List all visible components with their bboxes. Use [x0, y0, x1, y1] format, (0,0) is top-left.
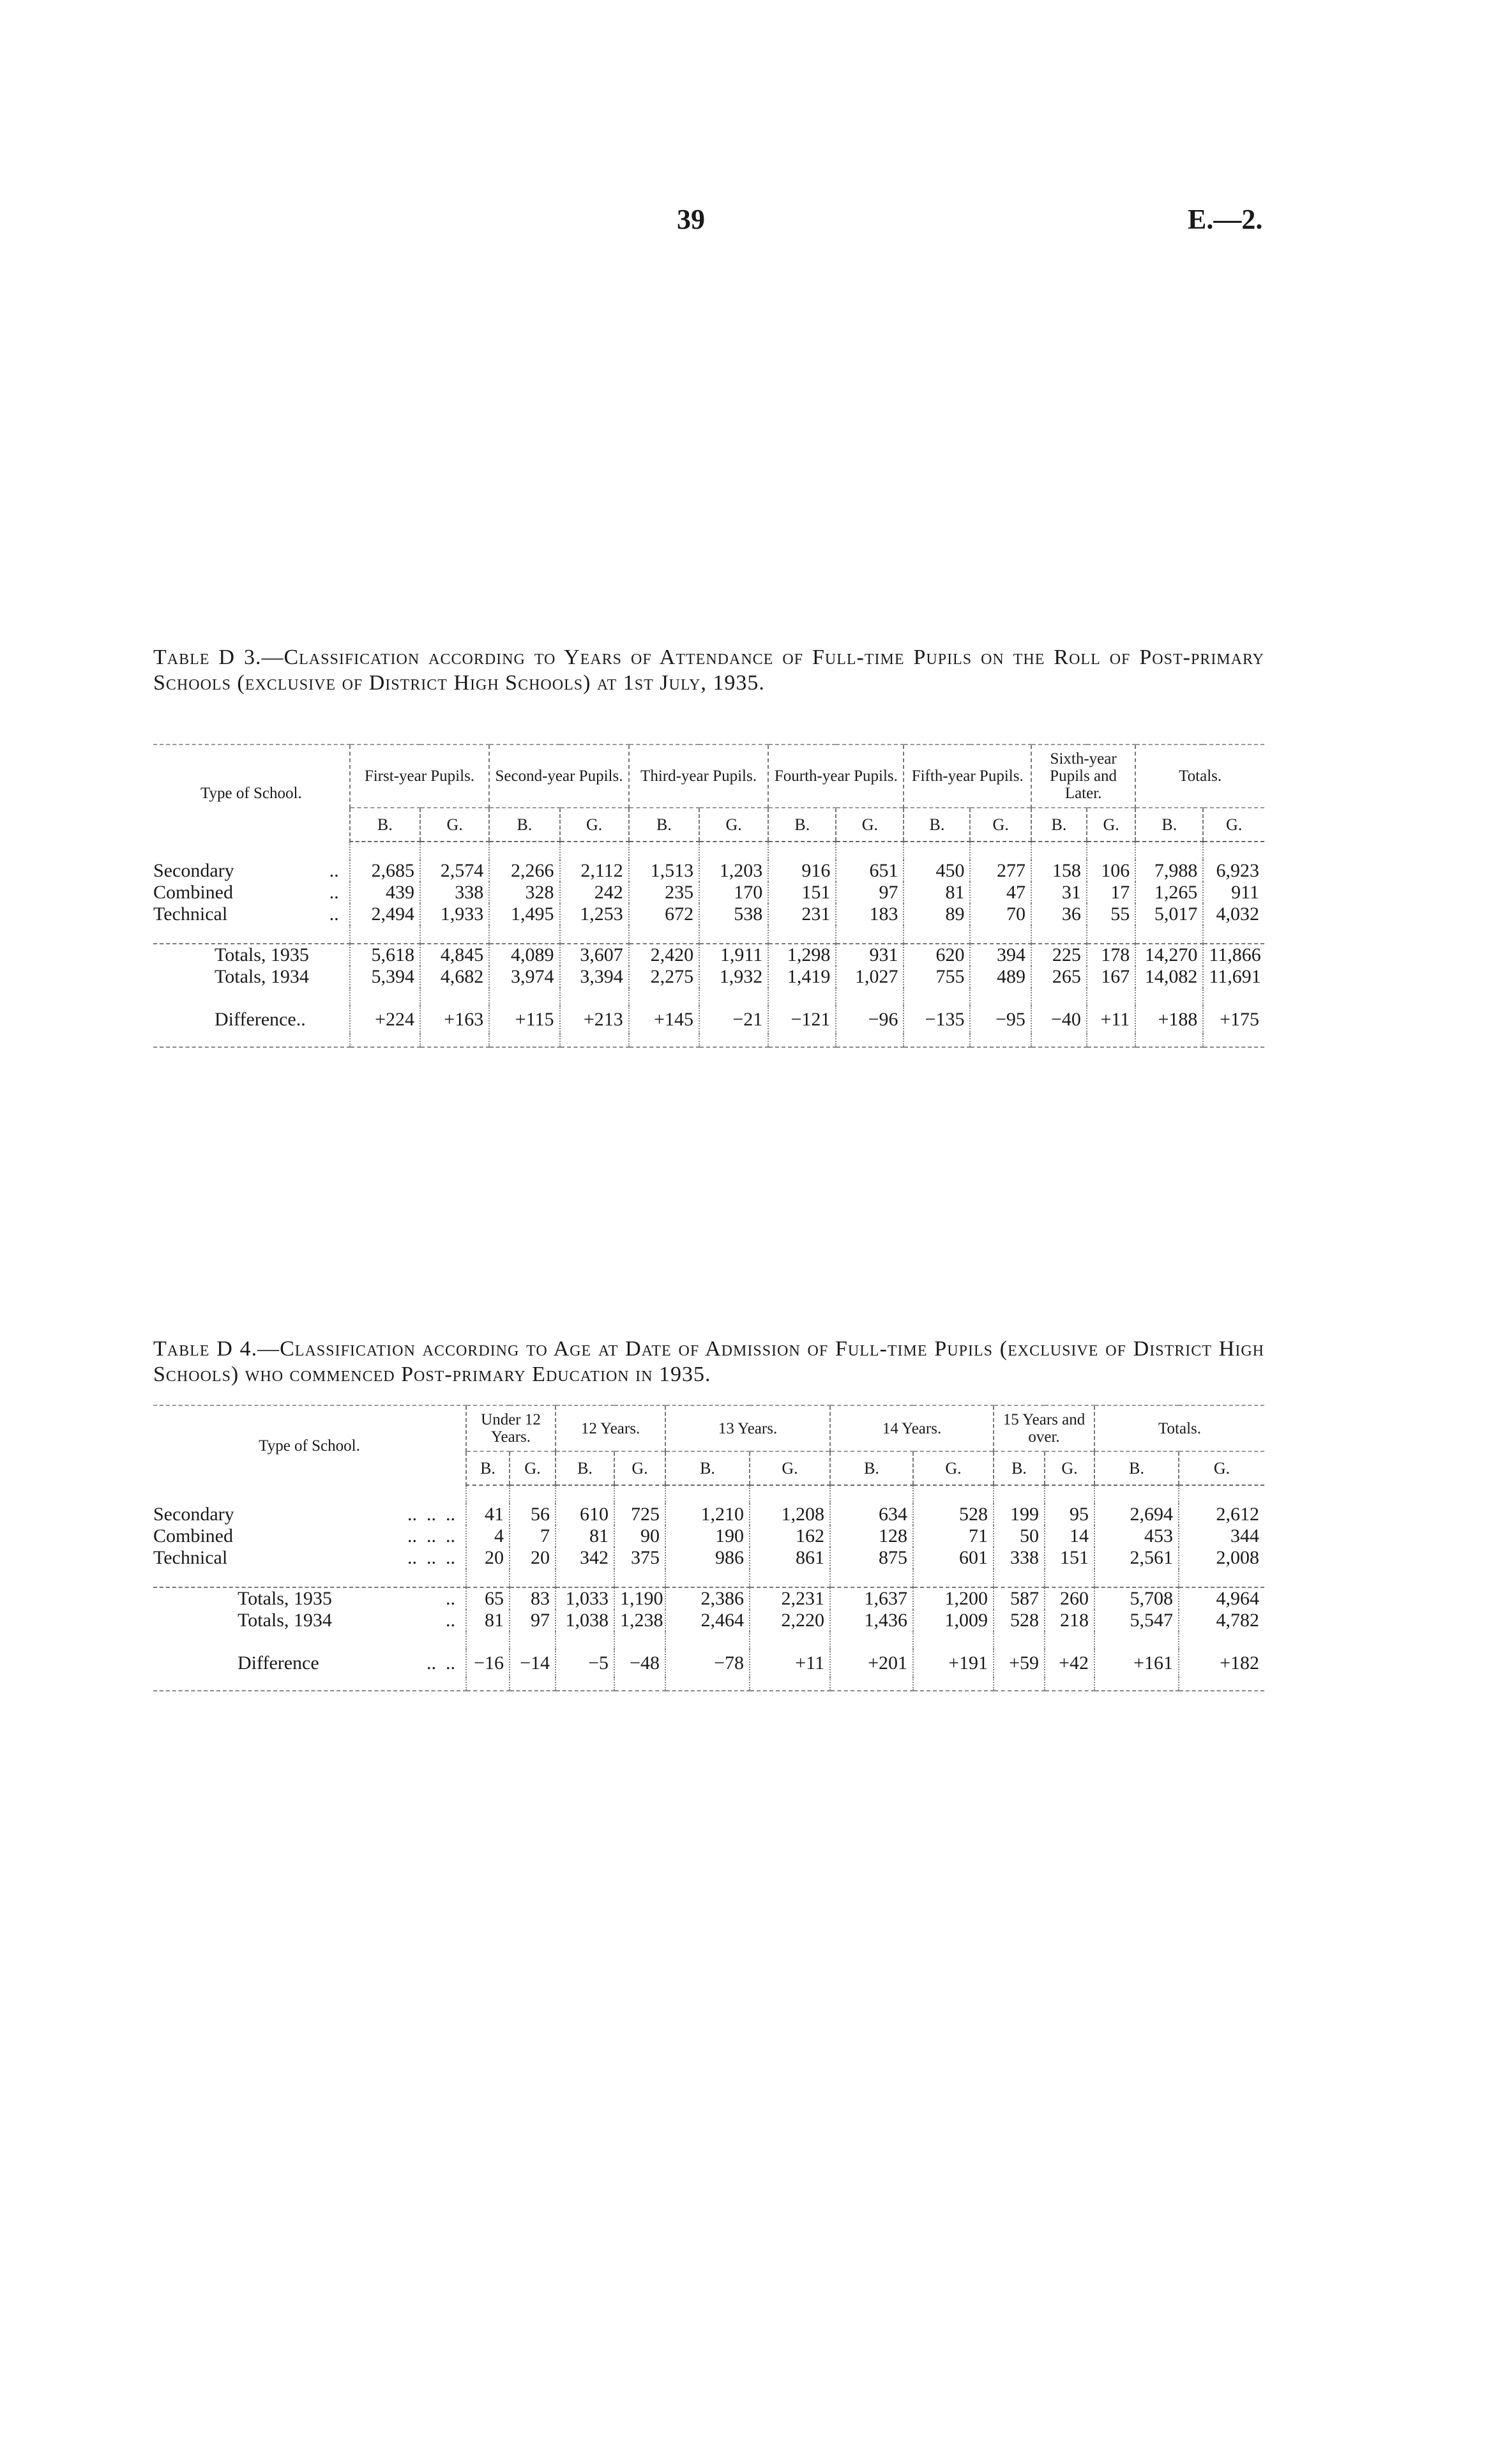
table-d3-subheader: B. — [629, 808, 699, 842]
row-label — [153, 1610, 466, 1631]
table-d3-caption-text: Table D 3.—Classification according to Years of Attendance of Full-time Pupils on the Roll of Post-primary Schools (exclusive of District High Schools) at 1st July, — [153, 646, 1264, 695]
cell-value: 1,419 — [768, 966, 836, 988]
row-label-text: Technical — [153, 1547, 228, 1568]
cell-value: 167 — [1087, 966, 1135, 988]
cell-value: 2,386 — [665, 1587, 750, 1610]
table-d4-subheader: G. — [1045, 1451, 1094, 1485]
cell-value: +145 — [629, 1006, 699, 1034]
cell-value: 3,974 — [489, 966, 559, 988]
cell-value: 2,464 — [665, 1610, 750, 1631]
cell-value: 81 — [904, 882, 970, 903]
cell-value: 1,027 — [836, 966, 904, 988]
table-row — [153, 903, 1264, 925]
table-row — [153, 882, 1264, 903]
table-row — [153, 1547, 1264, 1569]
cell-value: 97 — [510, 1610, 556, 1631]
cell-value: 17 — [1087, 882, 1135, 903]
cell-value: 56 — [510, 1504, 556, 1525]
cell-value: 31 — [1031, 882, 1087, 903]
cell-value: 5,708 — [1094, 1587, 1179, 1610]
cell-value: 2,231 — [750, 1587, 830, 1610]
row-label — [153, 1525, 466, 1547]
table-d3-subheader: G. — [699, 808, 768, 842]
cell-value: 11,691 — [1203, 966, 1264, 988]
cell-value: 672 — [629, 903, 699, 925]
row-label-text: Totals, 1935 — [215, 944, 309, 965]
row-label-text: Totals, 1935 — [238, 1588, 332, 1609]
cell-value: 106 — [1087, 860, 1135, 882]
row-label — [153, 1587, 466, 1610]
table-d4-caption — [153, 1336, 1264, 1387]
cell-value: −40 — [1031, 1006, 1087, 1034]
cell-value: 95 — [1045, 1504, 1094, 1525]
row-label — [153, 944, 350, 966]
spacer-row — [153, 1631, 1264, 1649]
table-d4-subheader: B. — [466, 1451, 510, 1485]
cell-value: 36 — [1031, 903, 1087, 925]
table-d3-subheader: G. — [560, 808, 629, 842]
table-d3-group-header: Fifth-year Pupils. — [904, 744, 1031, 808]
table-row — [153, 860, 1264, 882]
cell-value: 2,694 — [1094, 1504, 1179, 1525]
cell-value: 170 — [699, 882, 768, 903]
row-label-text: Combined — [153, 1525, 233, 1546]
spacer-row — [153, 1677, 1264, 1691]
cell-value: 601 — [913, 1547, 994, 1569]
cell-value: 911 — [1203, 882, 1264, 903]
cell-value: 4,032 — [1203, 903, 1264, 925]
leader-dots: .. .. .. — [407, 1547, 455, 1568]
leader-dots: .. — [329, 860, 339, 881]
cell-value: 875 — [830, 1547, 913, 1569]
cell-value: 14,082 — [1135, 966, 1203, 988]
table-d3-subheader: G. — [970, 808, 1031, 842]
table-row — [153, 966, 1264, 988]
row-label — [153, 903, 350, 925]
cell-value: 1,932 — [699, 966, 768, 988]
cell-value: 81 — [466, 1610, 510, 1631]
cell-value: +11 — [1087, 1006, 1135, 1034]
cell-value: 344 — [1179, 1525, 1264, 1547]
table-d4-body — [153, 1485, 1264, 1691]
row-label-text: Difference — [238, 1652, 319, 1674]
cell-value: 2,266 — [489, 860, 559, 882]
cell-value: 151 — [768, 882, 836, 903]
cell-value: 1,009 — [913, 1610, 994, 1631]
page-number: 39 — [677, 204, 705, 235]
cell-value: +163 — [420, 1006, 489, 1034]
cell-value: 178 — [1087, 944, 1135, 966]
cell-value: 1,253 — [560, 903, 629, 925]
cell-value: 538 — [699, 903, 768, 925]
cell-value: 651 — [836, 860, 904, 882]
cell-value: 81 — [556, 1525, 614, 1547]
cell-value: 986 — [665, 1547, 750, 1569]
cell-value: 2,008 — [1179, 1547, 1264, 1569]
cell-value: 235 — [629, 882, 699, 903]
cell-value: 4,964 — [1179, 1587, 1264, 1610]
row-label-text: Difference.. — [215, 1009, 306, 1030]
cell-value: 587 — [994, 1587, 1045, 1610]
cell-value: 1,265 — [1135, 882, 1203, 903]
cell-value: 634 — [830, 1504, 913, 1525]
cell-value: 5,017 — [1135, 903, 1203, 925]
table-d4-group-header: Totals. — [1094, 1405, 1264, 1451]
cell-value: 725 — [614, 1504, 665, 1525]
cell-value: +115 — [489, 1006, 559, 1034]
row-label-text: Technical — [153, 903, 228, 925]
cell-value: 199 — [994, 1504, 1045, 1525]
row-label — [153, 1006, 350, 1034]
cell-value: 5,618 — [350, 944, 420, 966]
cell-value: 70 — [970, 903, 1031, 925]
cell-value: +59 — [994, 1649, 1045, 1677]
table-row — [153, 944, 1264, 966]
cell-value: 5,394 — [350, 966, 420, 988]
cell-value: −5 — [556, 1649, 614, 1677]
cell-value: 218 — [1045, 1610, 1094, 1631]
cell-value: 2,275 — [629, 966, 699, 988]
cell-value: 7 — [510, 1525, 556, 1547]
cell-value: 4,782 — [1179, 1610, 1264, 1631]
cell-value: 2,494 — [350, 903, 420, 925]
cell-value: 3,607 — [560, 944, 629, 966]
cell-value: 1,203 — [699, 860, 768, 882]
table-d4 — [153, 1405, 1264, 1691]
table-d3-subheader: B. — [768, 808, 836, 842]
cell-value: 338 — [994, 1547, 1045, 1569]
table-d4-group-header: 15 Years and over. — [994, 1405, 1094, 1451]
cell-value: 65 — [466, 1587, 510, 1610]
cell-value: 2,112 — [560, 860, 629, 882]
table-d3-group-header: Fourth-year Pupils. — [768, 744, 904, 808]
cell-value: 931 — [836, 944, 904, 966]
cell-value: 5,547 — [1094, 1610, 1179, 1631]
cell-value: 489 — [970, 966, 1031, 988]
cell-value: 450 — [904, 860, 970, 882]
cell-value: 260 — [1045, 1587, 1094, 1610]
page-code: E.—2. — [1188, 204, 1263, 235]
cell-value: +161 — [1094, 1649, 1179, 1677]
table-d4-subheader: B. — [1094, 1451, 1179, 1485]
table-d3-group-header: Third-year Pupils. — [629, 744, 769, 808]
cell-value: 1,208 — [750, 1504, 830, 1525]
cell-value: 1,911 — [699, 944, 768, 966]
cell-value: +188 — [1135, 1006, 1203, 1034]
row-label — [153, 1649, 466, 1677]
cell-value: 328 — [489, 882, 559, 903]
cell-value: 20 — [466, 1547, 510, 1569]
table-d4-subheader: G. — [614, 1451, 665, 1485]
cell-value: 11,866 — [1203, 944, 1264, 966]
leader-dots: .. — [329, 882, 339, 903]
cell-value: 338 — [420, 882, 489, 903]
cell-value: 2,420 — [629, 944, 699, 966]
cell-value: 190 — [665, 1525, 750, 1547]
table-d3-subheader: G. — [420, 808, 489, 842]
cell-value: 1,033 — [556, 1587, 614, 1610]
cell-value: +201 — [830, 1649, 913, 1677]
cell-value: 183 — [836, 903, 904, 925]
table-d4-group-header: 13 Years. — [665, 1405, 830, 1451]
cell-value: +42 — [1045, 1649, 1094, 1677]
cell-value: 528 — [913, 1504, 994, 1525]
table-d4-subheader: B. — [556, 1451, 614, 1485]
cell-value: 50 — [994, 1525, 1045, 1547]
cell-value: −21 — [699, 1006, 768, 1034]
table-d3-group-header: Second-year Pupils. — [489, 744, 629, 808]
cell-value: 265 — [1031, 966, 1087, 988]
cell-value: 90 — [614, 1525, 665, 1547]
table-d3-subheader: B. — [350, 808, 420, 842]
row-label-text: Combined — [153, 882, 233, 903]
table-d4-group-header-row — [153, 1405, 1264, 1451]
cell-value: 1,436 — [830, 1610, 913, 1631]
cell-value: 4,682 — [420, 966, 489, 988]
cell-value: 3,394 — [560, 966, 629, 988]
cell-value: 453 — [1094, 1525, 1179, 1547]
cell-value: −96 — [836, 1006, 904, 1034]
cell-value: +213 — [560, 1006, 629, 1034]
spacer-row — [153, 925, 1264, 944]
cell-value: 755 — [904, 966, 970, 988]
row-label-text: Secondary — [153, 1504, 234, 1525]
cell-value: 1,210 — [665, 1504, 750, 1525]
cell-value: −14 — [510, 1649, 556, 1677]
row-label — [153, 1547, 466, 1569]
cell-value: 2,561 — [1094, 1547, 1179, 1569]
cell-value: 1,200 — [913, 1587, 994, 1610]
table-row — [153, 1610, 1264, 1631]
cell-value: −78 — [665, 1649, 750, 1677]
cell-value: 861 — [750, 1547, 830, 1569]
table-d4-group-header: 12 Years. — [556, 1405, 665, 1451]
row-label — [153, 966, 350, 988]
cell-value: 2,612 — [1179, 1504, 1264, 1525]
table-d3-body — [153, 842, 1264, 1047]
table-d4-caption-text: Table D 4.—Classification according to Age at Date of Admission of Full-time Pupils (exclusive of District High Schools) who commenced Post-primary Education in — [153, 1337, 1264, 1386]
spacer-row — [153, 1485, 1264, 1504]
cell-value: +182 — [1179, 1649, 1264, 1677]
cell-value: 2,574 — [420, 860, 489, 882]
table-d4-subheader: G. — [1179, 1451, 1264, 1485]
table-d3-subheader: G. — [836, 808, 904, 842]
cell-value: 1,933 — [420, 903, 489, 925]
cell-value: 528 — [994, 1610, 1045, 1631]
cell-value: 162 — [750, 1525, 830, 1547]
table-d3-subheader: G. — [1203, 808, 1264, 842]
cell-value: 14 — [1045, 1525, 1094, 1547]
table-d4-type-header: Type of School. — [153, 1405, 466, 1485]
spacer-row — [153, 842, 1264, 860]
cell-value: 71 — [913, 1525, 994, 1547]
cell-value: 41 — [466, 1504, 510, 1525]
table-d3-caption-year: 1935. — [713, 671, 765, 695]
table-row — [153, 1525, 1264, 1547]
table-row — [153, 1504, 1264, 1525]
cell-value: 1,238 — [614, 1610, 665, 1631]
leader-dots: .. .. .. — [407, 1504, 455, 1525]
cell-value: 7,988 — [1135, 860, 1203, 882]
table-d4-group-header: 14 Years. — [830, 1405, 994, 1451]
cell-value: 14,270 — [1135, 944, 1203, 966]
spacer-row — [153, 988, 1264, 1006]
table-row — [153, 1006, 1264, 1034]
cell-value: −121 — [768, 1006, 836, 1034]
cell-value: 47 — [970, 882, 1031, 903]
cell-value: 242 — [560, 882, 629, 903]
row-label-text: Secondary — [153, 860, 234, 881]
cell-value: 439 — [350, 882, 420, 903]
table-d4-subheader: B. — [994, 1451, 1045, 1485]
table-row — [153, 1649, 1264, 1677]
table-d3-subheader: B. — [1135, 808, 1203, 842]
cell-value: 97 — [836, 882, 904, 903]
leader-dots: .. .. .. — [407, 1525, 455, 1546]
cell-value: 1,298 — [768, 944, 836, 966]
cell-value: 394 — [970, 944, 1031, 966]
row-label-text: Totals, 1934 — [238, 1610, 332, 1631]
leader-dots: .. — [446, 1588, 455, 1609]
cell-value: 610 — [556, 1504, 614, 1525]
cell-value: −48 — [614, 1649, 665, 1677]
cell-value: 231 — [768, 903, 836, 925]
table-d4-subheader: B. — [665, 1451, 750, 1485]
cell-value: 20 — [510, 1547, 556, 1569]
cell-value: 89 — [904, 903, 970, 925]
row-label — [153, 1504, 466, 1525]
cell-value: +175 — [1203, 1006, 1264, 1034]
leader-dots: .. .. — [427, 1652, 455, 1674]
cell-value: −135 — [904, 1006, 970, 1034]
table-d3-group-header-row — [153, 744, 1264, 808]
cell-value: −16 — [466, 1649, 510, 1677]
table-d3-type-header: Type of School. — [153, 744, 350, 842]
cell-value: 375 — [614, 1547, 665, 1569]
table-d3-subheader: B. — [1031, 808, 1087, 842]
row-label — [153, 882, 350, 903]
cell-value: +191 — [913, 1649, 994, 1677]
table-d4-group-header: Under 12 Years. — [466, 1405, 556, 1451]
cell-value: 1,038 — [556, 1610, 614, 1631]
table-d4-subheader: B. — [830, 1451, 913, 1485]
table-d3-subheader: B. — [904, 808, 970, 842]
table-d4-caption-year: 1935. — [658, 1363, 711, 1386]
table-d3-group-header: Sixth-year Pupils and Later. — [1031, 744, 1135, 808]
cell-value: 1,190 — [614, 1587, 665, 1610]
table-d3 — [153, 744, 1264, 1048]
table-d3-group-header: Totals. — [1135, 744, 1264, 808]
cell-value: −95 — [970, 1006, 1031, 1034]
cell-value: 55 — [1087, 903, 1135, 925]
cell-value: +224 — [350, 1006, 420, 1034]
cell-value: 158 — [1031, 860, 1087, 882]
table-d3-caption — [153, 645, 1264, 696]
cell-value: 151 — [1045, 1547, 1094, 1569]
cell-value: 1,513 — [629, 860, 699, 882]
leader-dots: .. — [329, 903, 339, 925]
table-d4-subheader: G. — [913, 1451, 994, 1485]
cell-value: 277 — [970, 860, 1031, 882]
cell-value: 4 — [466, 1525, 510, 1547]
cell-value: 342 — [556, 1547, 614, 1569]
cell-value: 2,685 — [350, 860, 420, 882]
table-d3-subheader: B. — [489, 808, 559, 842]
table-d3-subheader: G. — [1087, 808, 1135, 842]
cell-value: 620 — [904, 944, 970, 966]
cell-value: 4,089 — [489, 944, 559, 966]
row-label-text: Totals, 1934 — [215, 966, 309, 987]
cell-value: 4,845 — [420, 944, 489, 966]
cell-value: 1,637 — [830, 1587, 913, 1610]
cell-value: 83 — [510, 1587, 556, 1610]
cell-value: 916 — [768, 860, 836, 882]
spacer-row — [153, 1034, 1264, 1047]
row-label — [153, 860, 350, 882]
cell-value: +11 — [750, 1649, 830, 1677]
table-d3-group-header: First-year Pupils. — [350, 744, 490, 808]
table-row — [153, 1587, 1264, 1610]
leader-dots: .. — [446, 1610, 455, 1631]
cell-value: 225 — [1031, 944, 1087, 966]
table-d4-subheader: G. — [750, 1451, 830, 1485]
table-d4-subheader: G. — [510, 1451, 556, 1485]
cell-value: 128 — [830, 1525, 913, 1547]
cell-value: 1,495 — [489, 903, 559, 925]
cell-value: 2,220 — [750, 1610, 830, 1631]
spacer-row — [153, 1569, 1264, 1587]
cell-value: 6,923 — [1203, 860, 1264, 882]
